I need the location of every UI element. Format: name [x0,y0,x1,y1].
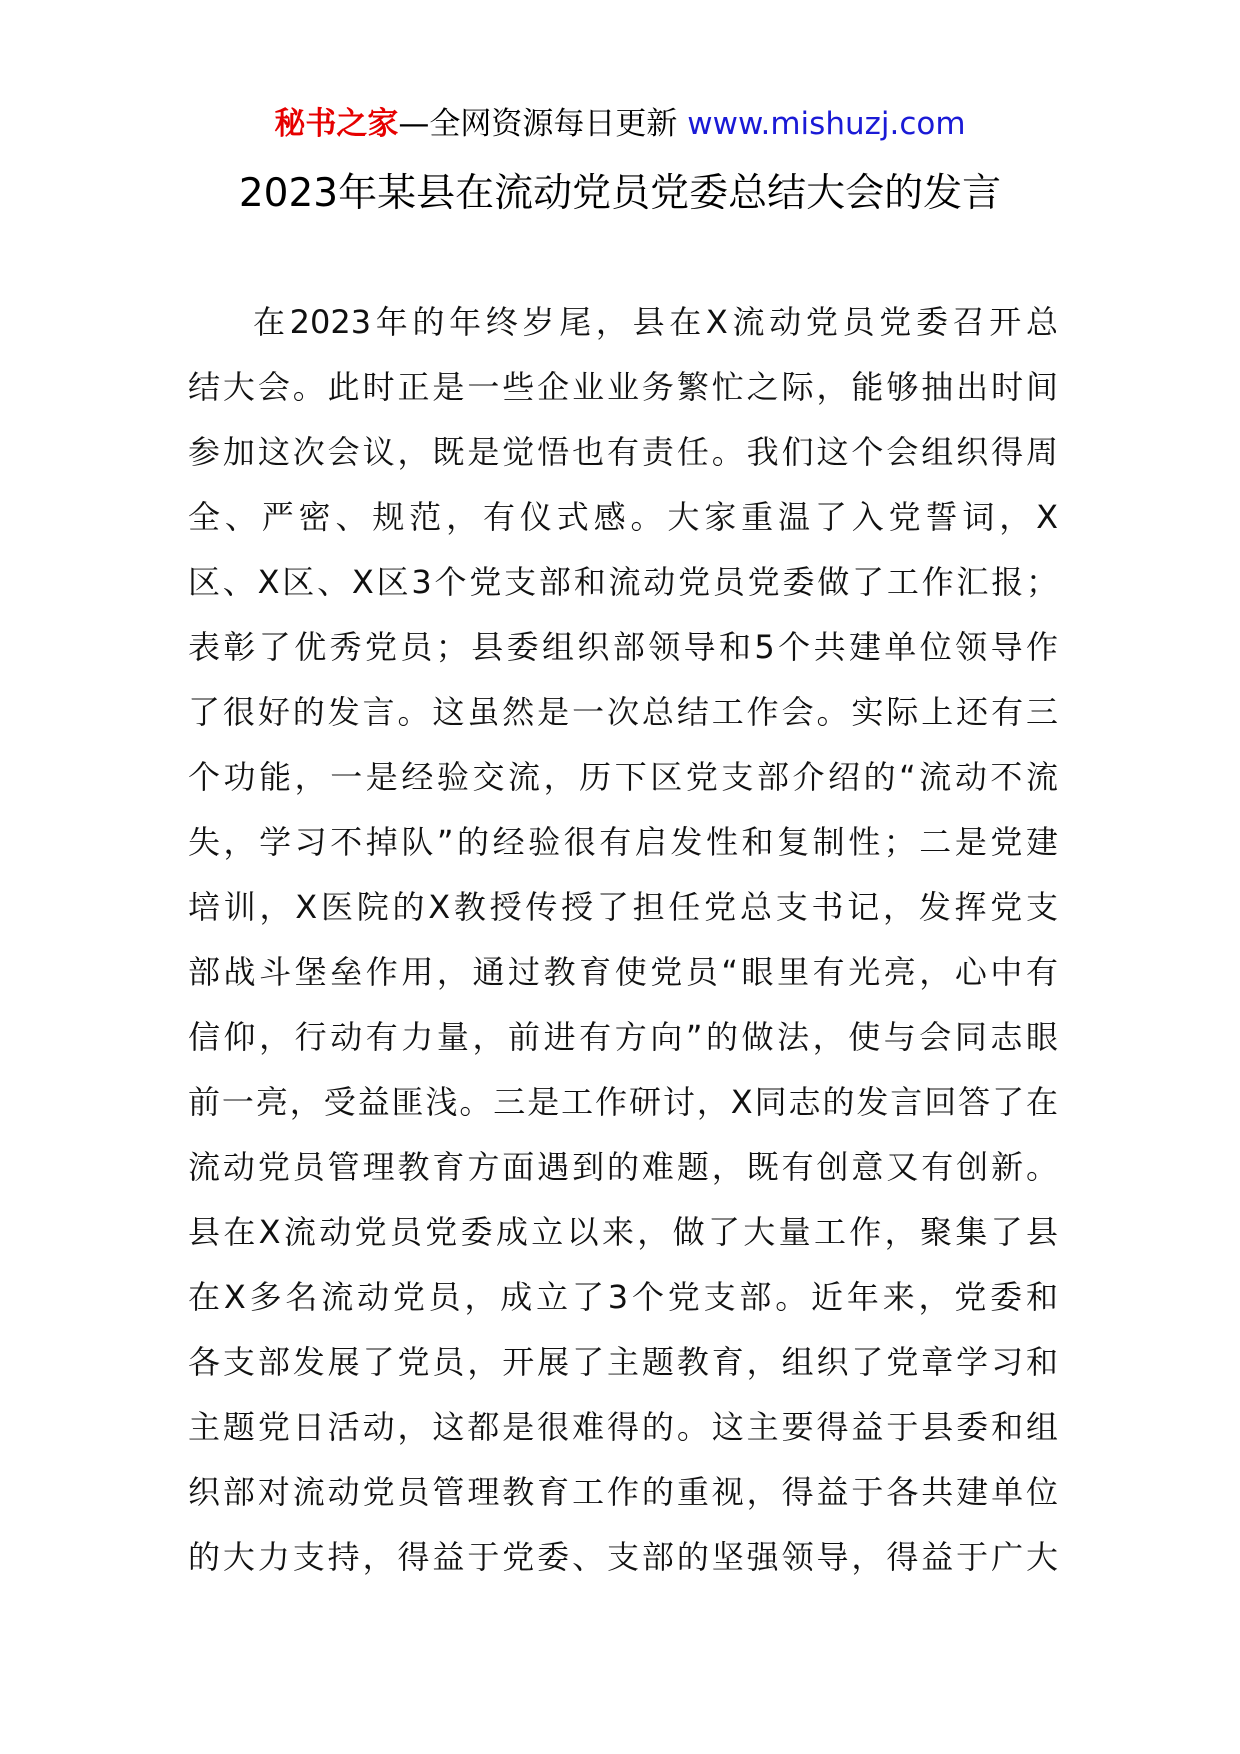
body-line: 全、严密、规范，有仪式感。大家重温了入党誓词，X [188,498,1058,536]
site-url-link[interactable]: www.mishuzj.com [687,106,966,142]
site-header [0,100,1240,148]
body-line: 部战斗堡垒作用，通过教育使党员“眼里有光亮，心中有 [188,953,1058,991]
body-line: 了很好的发言。这虽然是一次总结工作会。实际上还有三 [188,693,1058,731]
body-line: 织部对流动党员管理教育工作的重视，得益于各共建单位 [188,1473,1058,1511]
document-title: 2023年某县在流动党员党委总结大会的发言 [238,171,1002,216]
site-tagline: —全网资源每日更新 [398,106,678,142]
document-body [188,290,1058,1590]
body-line: 参加这次会议，既是觉悟也有责任。我们这个会组织得周 [188,433,1058,471]
body-line: 个功能，一是经验交流，历下区党支部介绍的“流动不流 [188,758,1058,796]
body-line: 在2023年的年终岁尾，县在X流动党员党委召开总 [253,303,1058,341]
body-line: 在X多名流动党员，成立了3个党支部。近年来，党委和 [188,1278,1058,1316]
body-line: 各支部发展了党员，开展了主题教育，组织了党章学习和 [188,1343,1058,1381]
body-line: 的大力支持，得益于党委、支部的坚强领导，得益于广大 [188,1538,1058,1576]
brand-name: 秘书之家 [274,106,399,142]
body-line: 结大会。此时正是一些企业业务繁忙之际，能够抽出时间 [188,368,1058,406]
body-line: 前一亮，受益匪浅。三是工作研讨，X同志的发言回答了在 [188,1083,1058,1121]
body-line: 区、X区、X区3个党支部和流动党员党委做了工作汇报； [188,563,1058,601]
body-line: 流动党员管理教育方面遇到的难题，既有创意又有创新。 [188,1148,1058,1186]
body-line: 失，学习不掉队”的经验很有启发性和复制性；二是党建 [188,823,1058,861]
body-line: 表彰了优秀党员；县委组织部领导和5个共建单位领导作 [188,628,1058,666]
body-line: 信仰，行动有力量，前进有方向”的做法，使与会同志眼 [188,1018,1058,1056]
body-line: 培训，X医院的X教授传授了担任党总支书记，发挥党支 [188,888,1058,926]
body-line: 县在X流动党员党委成立以来，做了大量工作，聚集了县 [188,1213,1058,1251]
body-line: 主题党日活动，这都是很难得的。这主要得益于县委和组 [188,1408,1058,1446]
